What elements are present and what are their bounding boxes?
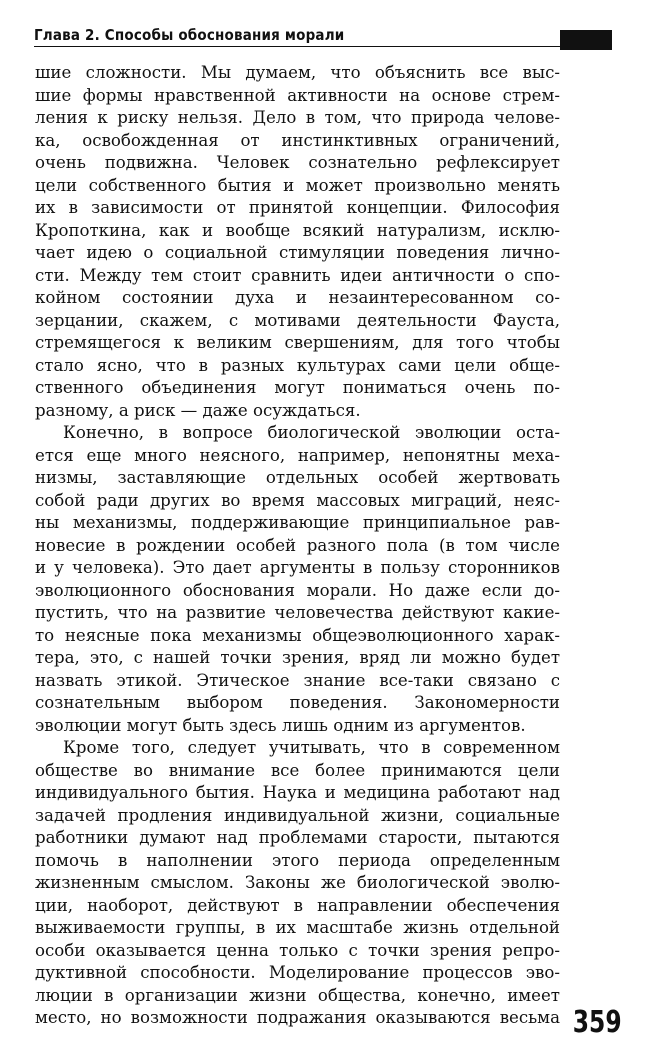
paragraph: [35, 422, 560, 737]
text-line: ка, освобожденная от инстинктивных ограничений,: [35, 130, 560, 150]
text-line: задачей продления индивидуальной жизни, социальные: [35, 805, 560, 825]
text-line: койном состоянии духа и незаинтересованном со-: [35, 288, 560, 307]
text-line: зерцании, скажем, с мотивами деятельности Фауста,: [35, 310, 560, 330]
text-line: Кропоткина, как и вообще всякий натурализм, исклю-: [35, 220, 560, 240]
text-line: разному, а риск — даже осуждаться.: [35, 400, 361, 420]
header-rule: [34, 46, 560, 47]
text-line: ственного объединения могут пониматься очень по-: [35, 378, 560, 397]
page-number: 359: [573, 1005, 622, 1040]
text-line: жизненным смыслом. Законы же биологической эволю-: [35, 873, 560, 892]
text-line: ления к риску нельзя. Дело в том, что природа челове-: [35, 108, 560, 127]
text-line: дуктивной способности. Моделирование процессов эво-: [35, 963, 560, 982]
text-line: помочь в наполнении этого периода определенным: [35, 850, 560, 870]
text-line: то неясные пока механизмы общеэволюционного харак-: [35, 625, 560, 645]
running-title: Глава 2. Способы обоснования морали: [34, 26, 345, 44]
text-line: сознательным выбором поведения. Закономерности: [35, 693, 560, 712]
text-line: тера, это, с нашей точки зрения, вряд ли можно будет: [35, 648, 560, 667]
text-line: новесие в рождении особей разного пола (в том числе: [35, 535, 560, 555]
text-line: работники думают над проблемами старости, пытаются: [35, 828, 560, 847]
text-line: индивидуального бытия. Наука и медицина работают над: [35, 783, 560, 802]
text-line: выживаемости группы, в их масштабе жизнь отдельной: [35, 918, 560, 937]
text-line: очень подвижна. Человек сознательно рефлексирует: [35, 153, 560, 172]
paragraph: [35, 62, 560, 422]
text-line: собой ради других во время массовых миграций, неяс-: [35, 490, 560, 510]
text-line: стало ясно, что в разных культурах сами цели обще-: [35, 355, 560, 375]
text-line: чает идею о социальной стимуляции поведения лично-: [35, 243, 560, 262]
chapter-tab-marker: [560, 30, 612, 50]
text-line: обществе во внимание все более принимаются цели: [35, 760, 560, 780]
text-line: ны механизмы, поддерживающие принципиальное рав-: [35, 513, 560, 532]
text-line: место, но возможности подражания оказываются весьма: [35, 1008, 560, 1027]
running-head: [34, 22, 612, 50]
text-line: шие сложности. Мы думаем, что объяснить все выс-: [35, 63, 560, 82]
text-line: Конечно, в вопросе биологической эволюции оста-: [63, 423, 560, 442]
text-line: цели собственного бытия и может произвольно менять: [35, 175, 560, 195]
paragraph: [35, 737, 560, 1030]
text-line: сти. Между тем стоит сравнить идеи античности о спо-: [35, 265, 560, 285]
text-line: стремящегося к великим свершениям, для того чтобы: [35, 333, 560, 352]
text-line: эволюции могут быть здесь лишь одним из аргументов.: [35, 715, 526, 735]
text-line: низмы, заставляющие отдельных особей жертвовать: [35, 468, 560, 487]
text-line: назвать этикой. Этическое знание все-таки связано с: [35, 670, 560, 690]
text-line: и у человека). Это дает аргументы в пользу сторонников: [35, 558, 560, 577]
text-line: пустить, что на развитие человечества действуют какие-: [35, 603, 560, 622]
text-line: ется еще много неясного, например, непонятны меха-: [35, 445, 560, 465]
body-text: [35, 62, 560, 1030]
text-line: эволюционного обоснования морали. Но даже если до-: [35, 580, 560, 600]
text-line: их в зависимости от принятой концепции. Философия: [35, 198, 560, 217]
text-line: люции в организации жизни общества, конечно, имеет: [35, 985, 560, 1005]
text-line: Кроме того, следует учитывать, что в современном: [63, 738, 560, 757]
text-line: ции, наоборот, действуют в направлении обеспечения: [35, 895, 560, 915]
text-line: особи оказывается ценна только с точки зрения репро-: [35, 940, 560, 960]
text-line: шие формы нравственной активности на основе стрем-: [35, 85, 560, 105]
